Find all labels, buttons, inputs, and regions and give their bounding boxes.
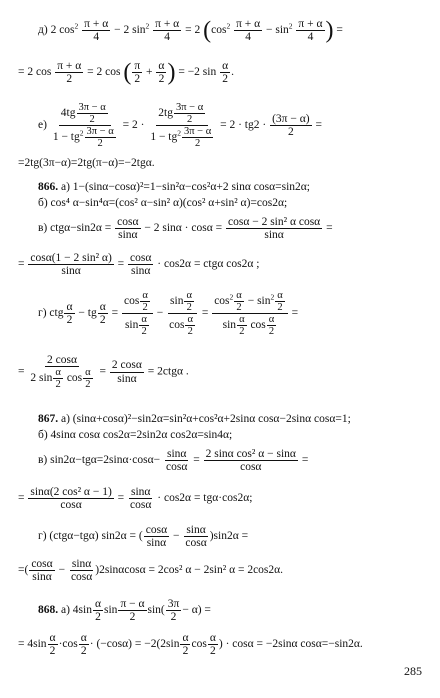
problem-867-v-line2: = $\frac{\text{sinα(2 cos² α − 1)}}{\cos\alpha}$ = $\frac{\sin\alpha}{\cos\alpha}$ · cos2α = tgα·cos2α; bbox=[18, 486, 253, 512]
problem-867-g-line1: г) (ctgα−tgα) sin2α = ( $\frac{\cos\alpha}{\sin\alpha}$ − $\frac{\sin\alpha}{\cos\alpha}$ )sin2α = bbox=[38, 524, 249, 550]
right-paren: ) bbox=[325, 17, 334, 44]
problem-867-v-line1: в) sin2α−tgα=2sinα·cosα− $\frac{\sin\alpha}{\cos\alpha}$ = $\frac{\text{2 sinα cos² α − sinα}}{\cos\alpha}$ = bbox=[38, 448, 309, 474]
eq-865d-line1: д) 2 $\cos^2$ $\frac{\pi + \alpha}{4}$ − 2 $\sin^2$ $\frac{\pi + \alpha}{4}$ = 2 ($\cos^2$ $\frac{\pi + \alpha}{4}$ − $\sin^2$ $\frac{\pi + \alpha}{4}$ ) = bbox=[38, 17, 343, 44]
label-865d: д) bbox=[38, 24, 48, 37]
fraction: $\frac{\pi + \alpha}{4}$ bbox=[236, 18, 261, 44]
problem-866-b: б) cos⁴ α−sin⁴α=(cos² α−sin² α)(cos² α+sin² α)=cos2α; bbox=[38, 197, 288, 209]
eq-865e-result: =2tg(3π−α)=2tg(π−α)=−2tgα. bbox=[18, 157, 155, 169]
problem-866-v-line1: в) ctgα−sin2α = $\frac{\cos\alpha}{\sin\alpha}$ − 2 sinα · cosα = $\frac{\text{cosα − 2 sin² α cosα}}{\sin\alpha}$ = bbox=[38, 216, 333, 242]
problem-868-line2: = 4sin $\frac{\alpha}{2}$ ·cos $\frac{\alpha}{2}$ · (−cosα) = −2(2sin $\frac{\alpha}{2}$ cos $\frac{\alpha}{2}$ ) · cosα = −2sinα cosα=−sin2α. bbox=[18, 632, 363, 658]
left-paren: ( bbox=[203, 17, 212, 44]
problem-867-a: 867. а) (sinα+cosα)²−sin2α=sin²α+cos²α+2sinα cosα−2sinα cosα=1; bbox=[38, 413, 351, 425]
fraction: $\frac{\pi + \alpha}{4}$ bbox=[155, 18, 180, 44]
problem-866-g-line1: г) ctg $\frac{\alpha}{2}$ − tg $\frac{\alpha}{2}$ = cos $\frac{\alpha}{2}$ sin $\frac{\alpha}{2}$ − sin $\frac{\alpha}{2}$ cos $\frac{\alpha}{2}$ = $\cos^2$ $\frac{\alpha}{2}$ − $\sin^2$ $\frac{\alpha}{2}$ sin $\frac{\alpha}{2}$ cos $\frac{\alpha}{2}$ = bbox=[38, 290, 299, 338]
problem-866-a: 866. а) 1−(sinα−cosα)²=1−sin²α−cos²α+2 sinα cosα=sin2α; bbox=[38, 181, 311, 193]
problem-866-v-line2: = $\frac{\text{cosα(1 − 2 sin² α)}}{\sin\alpha}$ = $\frac{\cos\alpha}{\sin\alpha}$ · cos2α = ctgα cos2α ; bbox=[18, 252, 260, 278]
eq-865d-line2: = 2 cos $\frac{\pi + \alpha}{2}$ = 2 cos ( $\frac{\pi}{2}$ + $\frac{\alpha}{2}$ ) = −2 sin $\frac{\alpha}{2}$ . bbox=[18, 59, 235, 86]
fraction: $\frac{\pi + \alpha}{4}$ bbox=[298, 18, 323, 44]
problem-866-g-line2: = 2 cosα 2 sin $\frac{\alpha}{2}$ cos $\frac{\alpha}{2}$ = $\frac{2 \cos\alpha}{\sin\alpha}$ = 2ctgα . bbox=[18, 354, 189, 391]
problem-867-g-line2: =( $\frac{\cos\alpha}{\sin\alpha}$ − $\frac{\sin\alpha}{\cos\alpha}$ )2sinαcosα = 2cos² α − 2sin² α = 2cos2α. bbox=[18, 558, 284, 584]
fraction: $\frac{\pi + \alpha}{4}$ bbox=[84, 18, 109, 44]
page-number: 285 bbox=[404, 664, 422, 678]
problem-867-b: б) 4sinα cosα cos2α=2sin2α cos2α=sin4α; bbox=[38, 429, 233, 441]
eq-865e-line1: е) 4tg $\frac{3\pi - \alpha}{2}$ $1 - tg^2$ $\frac{3\pi - \alpha}{2}$ = 2 · 2tg $\frac{3\pi - \alpha}{2}$ $1 - tg^2$ $\frac{3\pi - \alpha}{2}$ = 2 · tg2 · $\frac{(3\pi - \alpha)}{2}$ = bbox=[38, 102, 322, 150]
problem-868-line1: 868. а) 4sin $\frac{\alpha}{2}$ sin $\frac{\pi - \alpha}{2}$ sin( $\frac{3\pi}{2}$ − α) = bbox=[38, 598, 211, 624]
